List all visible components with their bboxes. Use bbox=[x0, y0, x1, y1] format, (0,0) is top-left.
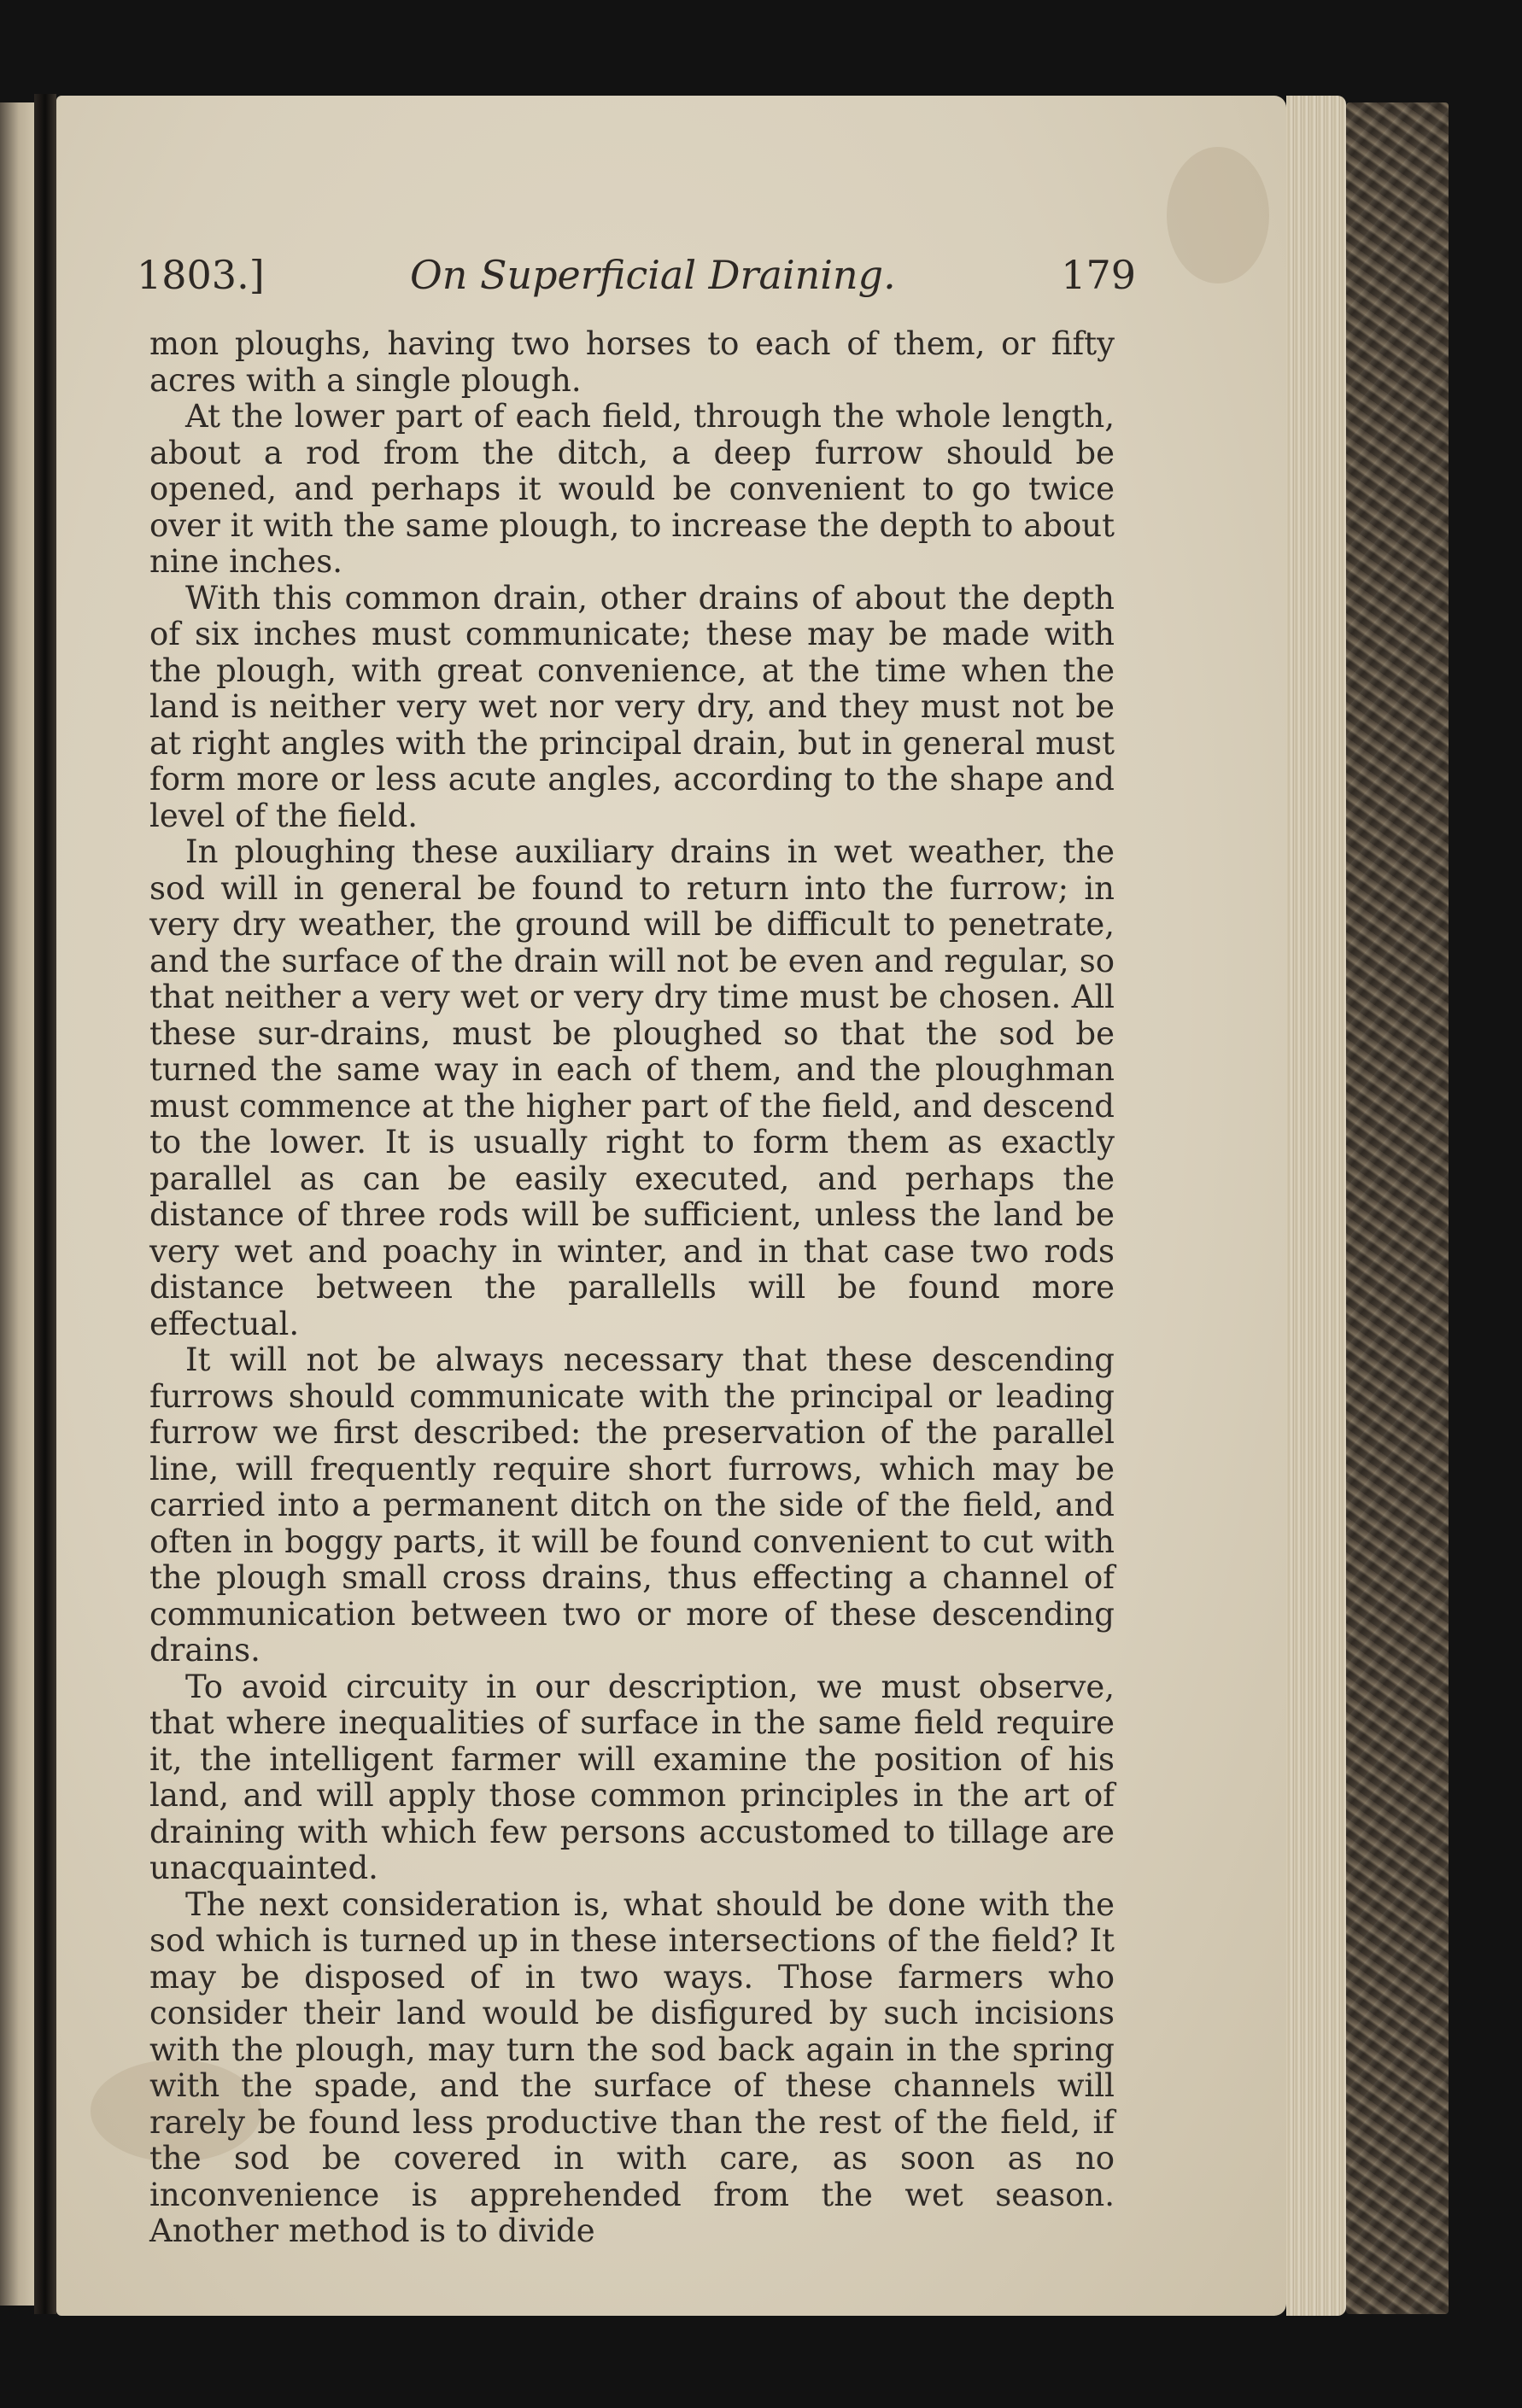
paper-stain bbox=[1167, 147, 1269, 283]
marbled-cover-board bbox=[1346, 102, 1449, 2314]
paragraph: In ploughing these auxiliary drains in wet weather, the sod will in general be found to return into the furrow; in very dry weather, the ground will be difficult to penetrate, and the surface of the drain will not be even and regular, so that neither a very wet or very dry time must be chosen. All these sur-drains, must be ploughed so that the sod be turned the same way in each of them, and the ploughman must commence at the higher part of the field, and descend to the lower. It is usually right to form them as exactly parallel as can be easily executed, and perhaps the distance of three rods will be sufficient, unless the land be very wet and poachy in winter, and in that case two rods distance between the parallells will be found more effectual. bbox=[149, 833, 1115, 1342]
running-header bbox=[128, 252, 1136, 312]
paragraph: With this common drain, other drains of about the depth of six inches must communicate; these may be made with the plough, with great convenience, at the time when the land is neither very wet nor very dry, and they must not be at right angles with the principal drain, but in general must form more or less acute angles, according to the shape and level of the field. bbox=[149, 579, 1115, 834]
page-block-edge bbox=[1286, 96, 1346, 2316]
paragraph-continuation: mon ploughs, having two horses to each of them, or fifty acres with a single plough. bbox=[149, 325, 1115, 399]
header-title: On Superficial Draining. bbox=[410, 252, 896, 298]
book-gutter bbox=[34, 94, 56, 2314]
page-number: 179 bbox=[1061, 252, 1136, 298]
page-body-text bbox=[149, 326, 1115, 2250]
paragraph: At the lower part of each field, through the whole length, about a rod from the ditch, a deep furrow should be opened, and perhaps it would be convenient to go twice over it with the same plough, to increase the depth to about nine inches. bbox=[149, 398, 1115, 580]
paragraph: The next consideration is, what should be done with the sod which is turned up in these intersections of the field? It may be disposed of in two ways. Those farmers who consider their land would be disfigured by such incisions with the plough, may turn the sod back again in the spring with the spade, and the surface of these channels will rarely be found less productive than the rest of the field, if the sod be covered in with care, as soon as no inconvenience is apprehended from the wet season. Another method is to divide bbox=[149, 1885, 1115, 2249]
paragraph: To avoid circuity in our description, we must observe, that where inequalities of surface in the same field require it, the intelligent farmer will examine the position of his land, and will apply those common principles in the art of draining with which few persons accustomed to tillage are unacquainted. bbox=[149, 1668, 1115, 1886]
facing-page-edge bbox=[0, 102, 34, 2306]
header-year: 1803.] bbox=[137, 252, 265, 298]
paragraph: It will not be always necessary that these descending furrows should communicate with the principal or leading furrow we first described: the preservation of the parallel line, will frequently require short furrows, which may be carried into a permanent ditch on the side of the field, and often in boggy parts, it will be found convenient to cut with the plough small cross drains, thus effecting a channel of communication between two or more of these descending drains. bbox=[149, 1341, 1115, 1669]
